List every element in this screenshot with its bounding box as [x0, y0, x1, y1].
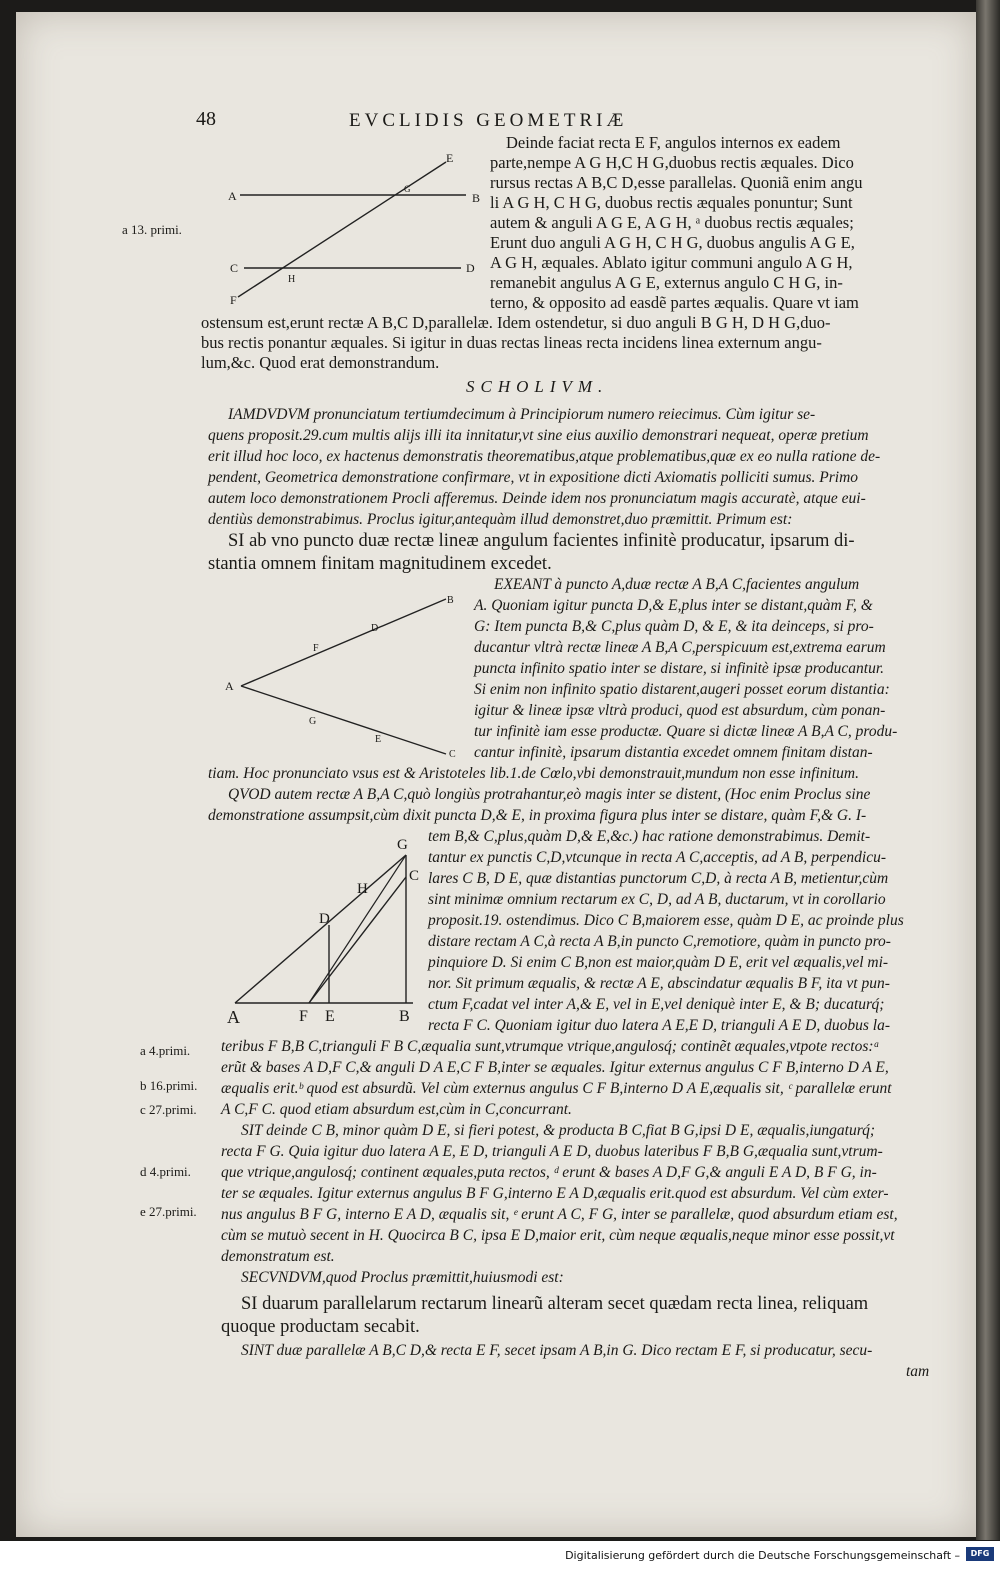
running-title: EVCLIDIS GEOMETRIÆ: [349, 110, 628, 131]
text-line: cantur infinitè, ipsarum distantia excedet omnem finitam distan-: [474, 744, 873, 761]
text-line: æqualis erit.ᵇ quod est absurdũ. Vel cùm externus angulus C F B,interno D A E,æqualis sit, ᶜ parallelæ erunt: [221, 1080, 892, 1097]
figure-triangles: [221, 837, 431, 1027]
text-line: recta F G. Quia igitur duo latera A E, E D, trianguli A E D, duobus lateribus F B,B G,æqualia sunt,vtrum-: [221, 1143, 883, 1160]
catchword: tam: [906, 1363, 930, 1380]
margin-note-2: a 4.primi.: [140, 1043, 191, 1058]
text-line: A C,F C. quod etiam absurdum est,cùm in C,concurrant.: [221, 1101, 572, 1118]
text-line: ter se æquales. Igitur externus angulus B F G,interno E A D,æqualis erit.quod est absurdum. Vel cùm exter-: [221, 1185, 889, 1202]
fig1-label-e: E: [446, 151, 454, 165]
fig3-label-d: D: [319, 911, 330, 927]
fig2-label-g: G: [309, 716, 317, 727]
text-line: stantia omnem finitam magnitudinem excedet.: [208, 554, 552, 574]
text-line: A G H, æquales. Ablato igitur communi angulo A G H,: [490, 253, 853, 272]
fig1-label-g: G: [404, 184, 411, 194]
text-line: lares C B, D E, quæ distantias punctorum C,D, à recta A B, metientur,cùm: [428, 870, 889, 887]
text-line: G: Item puncta B,& C,plus quàm D, & E, & ita deinceps, si pro-: [474, 618, 874, 635]
margin-note-5: d 4.primi.: [140, 1164, 191, 1179]
fig3-label-f: F: [299, 1008, 308, 1025]
text-line: QVOD autem rectæ A B,A C,quò longiùs protrahantur,eò magis inter se distent, (Hoc enim Proclus sine: [228, 786, 871, 803]
text-line: A. Quoniam igitur puncta D,& E,plus inter se distant,quàm F, &: [474, 597, 873, 614]
line-ef: [238, 162, 446, 297]
margin-note-3: b 16.primi.: [140, 1078, 198, 1093]
text-line: ducantur vltrà rectæ lineæ A B,A C,perspicuum est,extrema earum: [474, 639, 886, 656]
text-line: teribus F B,B C,trianguli F B C,æqualia sunt,vtrumque vtrique,angulosq́; continẽt æquales,vtpote rectos:ᵃ: [221, 1038, 880, 1055]
text-line: IAMDVDVM pronunciatum tertiumdecimum à Principiorum numero reiecimus. Cùm igitur se-: [228, 406, 816, 423]
fig1-label-a: A: [228, 189, 237, 203]
text-line: Erunt duo anguli A G H, C H G, duobus angulis A G E,: [490, 233, 855, 252]
fig3-label-g: G: [397, 837, 408, 853]
text-line: parte,nempe A G H,C H G,duobus rectis æquales. Dico: [490, 153, 854, 172]
scholium-heading: SCHOLIVM.: [466, 377, 609, 396]
text-line: quoque productam secabit.: [221, 1317, 420, 1337]
margin-note-6: e 27.primi.: [140, 1204, 197, 1219]
text-line: li A G H, C H G, duobus rectis æquales ponuntur; Sunt: [490, 193, 853, 212]
book-page: [16, 12, 976, 1537]
text-line: autem & anguli A G E, A G H, ᵃ duobus rectis æquales;: [490, 213, 854, 232]
fig3-label-b: B: [399, 1008, 410, 1025]
text-line: recta F C. Quoniam igitur duo latera A E,E D, trianguli A E D, duobus la-: [428, 1017, 890, 1034]
text-line: rursus rectas A B,C D,esse parallelas. Quoniã enim angu: [490, 173, 863, 192]
text-line: demonstratum est.: [221, 1248, 335, 1265]
text-line: distare rectam A C,à recta A B,in puncto C,remotiore, quàm in puncto pro-: [428, 933, 891, 950]
fig3-label-h: H: [357, 881, 368, 897]
footer-credit: Digitalisierung gefördert durch die Deutsche Forschungsgemeinschaft –: [565, 1549, 960, 1562]
fig3-label-e: E: [325, 1008, 335, 1025]
fig2-label-e: E: [375, 734, 382, 745]
fig2-label-f: F: [313, 643, 319, 654]
text-line: dentiùs demonstrabimus. Proclus igitur,antequàm illud demonstret,duo præmittit. Primum est:: [208, 511, 793, 528]
text-line: erit illud hoc loco, ex hactenus demonstratis theorematibus,atque problematibus,quæ ex eo nulla ratione de-: [208, 448, 881, 465]
fig1-label-h: H: [288, 274, 296, 285]
fig2-label-d: D: [371, 623, 379, 634]
text-line: EXEANT à puncto A,duæ rectæ A B,A C,facientes angulum: [494, 576, 860, 593]
page-number: 48: [196, 108, 216, 130]
book-edge: [976, 0, 1000, 1540]
text-line: pinquiore D. Si enim C B,non est maior,quàm D E, erit vel æqualis,vel mi-: [428, 954, 889, 971]
figure-parallel-lines: [216, 150, 496, 310]
fig1-label-c: C: [230, 261, 239, 275]
text-line: tiam. Hoc pronunciato vsus est & Aristoteles lib.1.de Cœlo,vbi demonstrauit,mundum non esse infinitum.: [208, 765, 859, 782]
line-ab: [241, 599, 446, 686]
text-line: nus angulus B F G, interno E A D, æqualis sit, ᵉ erunt A C, F G, inter se parallelæ, quod absurdum etiam est,: [221, 1206, 898, 1223]
text-line: demonstratione assumpsit,cùm dixit puncta D,& E, in proxima figura plus inter se distare, quàm F,& G. I-: [208, 807, 867, 824]
text-line: lum,&c. Quod erat demonstrandum.: [201, 353, 440, 372]
text-line: SI duarum parallelarum rectarum linearũ alteram secet quædam recta linea, reliquam: [241, 1294, 869, 1314]
text-line: autem loco demonstrationem Procli afferemus. Deinde idem nos pronunciatum magis accuratè, atque eui-: [208, 490, 866, 507]
text-line: puncta infinito spatio inter se distare, si infinitè ipsæ producantur.: [474, 660, 885, 677]
dfg-logo: DFG: [966, 1547, 994, 1561]
text-line: erũt & bases A D,F C,& anguli D A E,C F B,inter se æquales. Igitur externus angulus C F B,interno D A E,: [221, 1059, 889, 1076]
text-line: tur infinitè iam esse productæ. Quare si dictæ lineæ A B,A C, produ-: [474, 723, 898, 740]
text-line: tem B,& C,plus,quàm D,& E,&c.) hac ratione demonstrabimus. Demit-: [428, 828, 871, 845]
text-line: remanebit angulus A G E, externus angulo C H G, in-: [490, 273, 843, 292]
fig2-label-a: A: [225, 679, 234, 693]
text-line: quens proposit.29.cum multis alijs illi ita innitatur,vt sine eius auxilio demonstrari nequeat, operæ pretium: [208, 427, 869, 444]
fig2-label-b: B: [447, 595, 454, 606]
text-line: ostensum est,erunt rectæ A B,C D,parallelæ. Idem ostendetur, si duo anguli B G H, D H G,duo-: [201, 313, 831, 332]
margin-note-1: a 13. primi.: [122, 222, 182, 237]
text-line: Si enim non infinito spatio distarent,augeri posset eorum distantia:: [474, 681, 890, 698]
text-line: tantur ex punctis C,D,vtcunque in recta A C,acceptis, ad A B, perpendicu-: [428, 849, 887, 866]
fig1-label-d: D: [466, 261, 475, 275]
text-line: igitur & lineæ ipsæ vltrà produci, quod est absurdum, cùm ponan-: [474, 702, 886, 719]
line-fg: [309, 855, 406, 1003]
text-line: ctum F,cadat vel inter A,& E, vel in E,vel deniquè inter E, & B; ducaturq́;: [428, 996, 885, 1013]
text-line: proposit.19. ostendimus. Dico C B,maiorem esse, quàm D E, ac proinde plus: [428, 912, 904, 929]
footer-bar: [0, 1541, 1000, 1569]
text-line: SIT deinde C B, minor quàm D E, si fieri potest, & producta B C,fiat B G,ipsi D E, æqualis,iungaturq́;: [241, 1122, 876, 1139]
text-line: nor. Sit primum æqualis, & rectæ A E, abscindatur æqualis B F, ita vt pun-: [428, 975, 890, 992]
fig2-label-c: C: [449, 749, 456, 760]
figure-angle: [221, 587, 481, 767]
fig3-label-c: C: [409, 868, 420, 884]
text-line: SECVNDVM,quod Proclus præmittit,huiusmodi est:: [241, 1269, 564, 1286]
fig1-label-f: F: [230, 293, 237, 307]
fig1-label-b: B: [472, 191, 481, 205]
margin-note-4: c 27.primi.: [140, 1102, 197, 1117]
text-line: bus rectis ponantur æquales. Si igitur in duas rectas lineas recta incidens linea externum angu-: [201, 333, 822, 352]
line-ag: [235, 855, 406, 1003]
text-line: que vtrique,angulosq́; continent æquales,puta rectos, ᵈ erunt & bases A D,F G,& anguli E A D, B F G, in-: [221, 1164, 877, 1181]
text-line: pendent, Geometrica demonstratione confirmare, vt in expositione dicti Axiomatis polliciti sumus. Primo: [208, 469, 859, 486]
text-line: SI ab vno puncto duæ rectæ lineæ angulum facientes infinitè producatur, ipsarum di-: [228, 531, 855, 551]
text-line: sint minimæ omnium rectarum ex C, D, ad A B, ductarum, vt in corollario: [428, 891, 886, 908]
text-line: SINT duæ parallelæ A B,C D,& recta E F, secet ipsam A B,in G. Dico rectam E F, si producatur, secu-: [241, 1342, 873, 1359]
line-ac: [241, 686, 446, 754]
text-line: terno, & opposito ad easdẽ partes æqualis. Quare vt iam: [490, 293, 859, 312]
fig3-label-a: A: [227, 1007, 240, 1027]
text-line: cùm se mutuò secent in H. Quocirca B C, ipsa E D,maior erit, cùm neque æqualis,neque minor esse possit,vt: [221, 1227, 895, 1244]
text-line: Deinde faciat recta E F, angulos internos ex eadem: [506, 133, 841, 152]
